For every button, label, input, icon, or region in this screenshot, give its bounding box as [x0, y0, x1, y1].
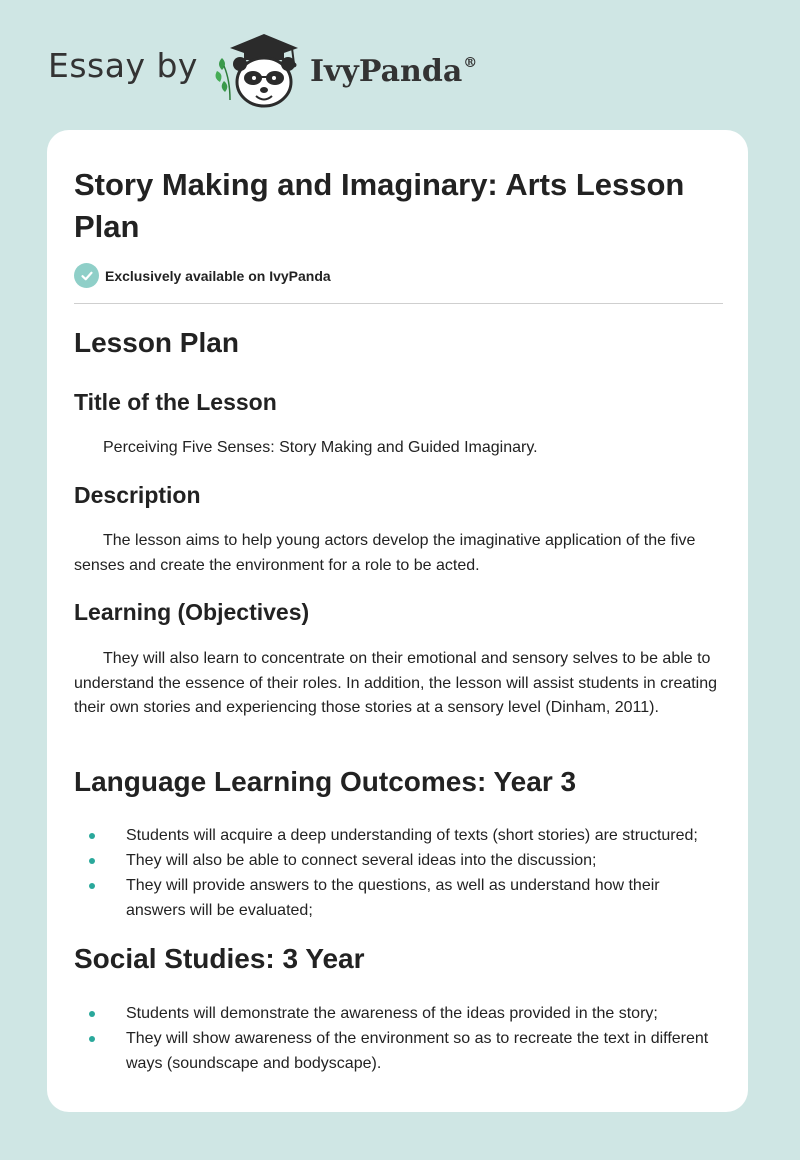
bullet-icon: [89, 1011, 95, 1017]
list-item: They will also be able to connect several ideas into the discussion;: [74, 848, 723, 873]
brand-prefix: Essay by: [48, 45, 198, 85]
bullet-icon: [89, 883, 95, 889]
section-heading-title-of-lesson: Title of the Lesson: [74, 389, 277, 415]
brand-name[interactable]: IvyPanda®: [309, 53, 478, 89]
paragraph-learning: They will also learn to concentrate on their emotional and sensory selves to be able to understand the essence of their roles. In addition, the lesson will assist students in creating their own stories and experiencing those stories at a sensory level (Dinham, 2011).: [74, 650, 718, 716]
bullet-icon: [89, 858, 95, 864]
paragraph-description: The lesson aims to help young actors develop the imaginative application of the five senses and create the environment for a role to be acted.: [74, 532, 696, 574]
list-item: They will provide answers to the questions, as well as understand how their answers will be evaluated;: [74, 873, 723, 923]
social-studies-list: [74, 1001, 723, 1076]
list-item: They will show awareness of the environment so as to recreate the text in different ways (soundscape and bodyscape).: [74, 1026, 723, 1076]
registered-mark: ®: [463, 54, 478, 71]
check-circle-icon: [74, 263, 99, 288]
section-heading-language-outcomes: Language Learning Outcomes: Year 3: [74, 766, 577, 797]
brand-header: [48, 30, 477, 110]
panda-graduate-logo-icon[interactable]: [212, 30, 304, 110]
section-heading-social-studies: Social Studies: 3 Year: [74, 943, 365, 974]
section-heading-learning: Learning (Objectives): [74, 599, 310, 625]
exclusive-label: Exclusively available on IvyPanda: [105, 267, 331, 284]
paragraph-title-of-lesson: Perceiving Five Senses: Story Making and Guided Imaginary.: [103, 439, 538, 456]
essay-card: [47, 130, 748, 1112]
list-item: Students will demonstrate the awareness of the ideas provided in the story;: [74, 1001, 723, 1026]
exclusive-badge: [74, 263, 331, 288]
bullet-icon: [89, 1036, 95, 1042]
section-heading-description: Description: [74, 482, 201, 508]
bullet-icon: [89, 833, 95, 839]
essay-title: Story Making and Imaginary: Arts Lesson Plan: [74, 167, 685, 244]
language-outcomes-list: [74, 823, 723, 923]
list-item: Students will acquire a deep understanding of texts (short stories) are structured;: [74, 823, 723, 848]
section-heading-lesson-plan: Lesson Plan: [74, 327, 239, 358]
divider: [74, 303, 723, 304]
